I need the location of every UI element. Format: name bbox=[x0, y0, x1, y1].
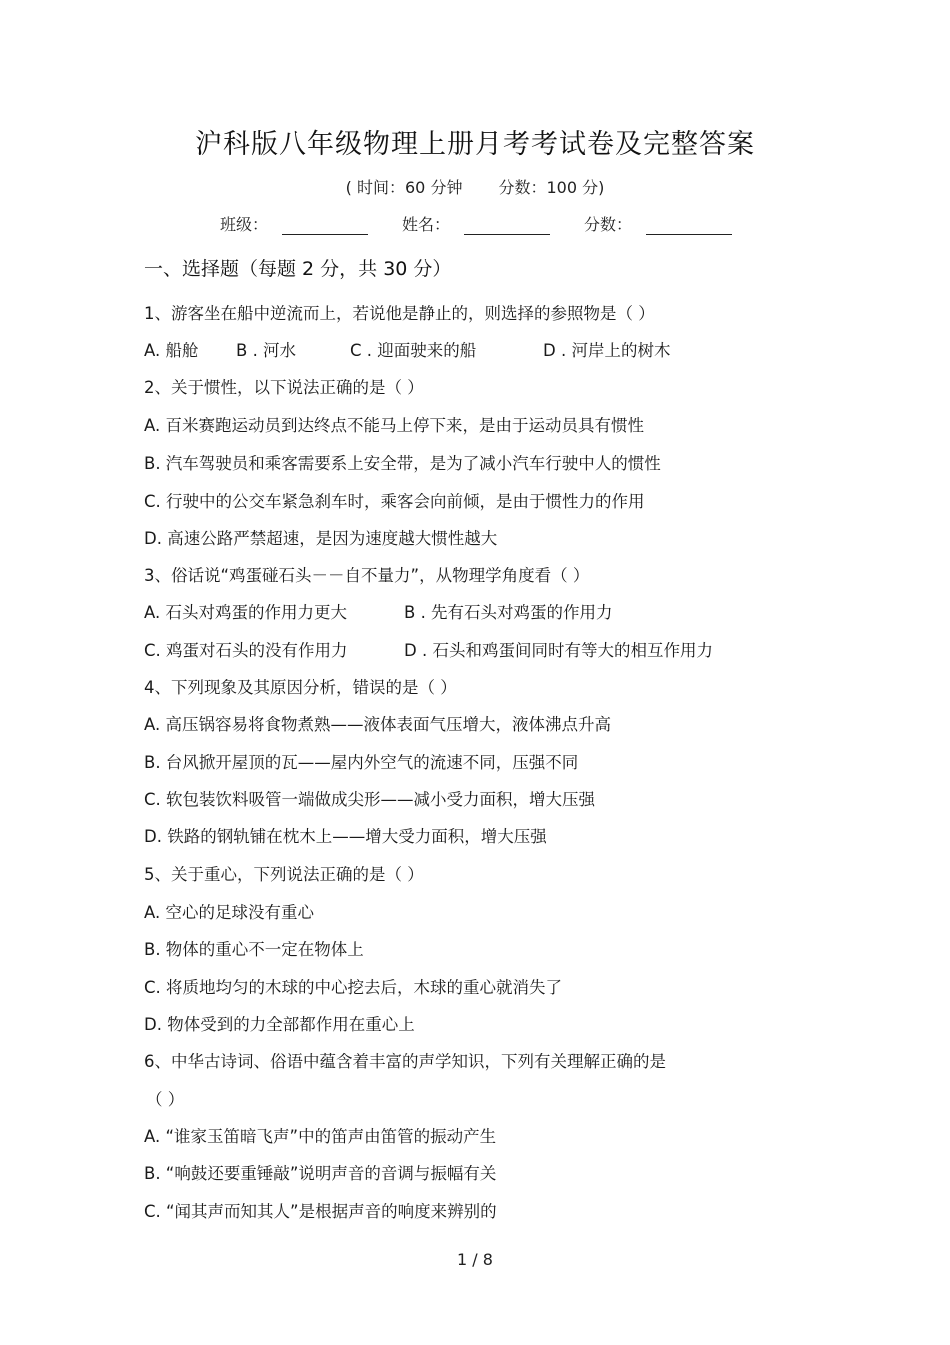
question-6-option-a: A. “谁家玉笛暗飞声”中的笛声由笛管的振动产生 bbox=[144, 1127, 497, 1146]
question-1-option-b: B . 河水 bbox=[236, 341, 297, 360]
question-2-stem: 2、关于惯性，以下说法正确的是（ ） bbox=[144, 378, 424, 397]
question-6-stem: 6、中华古诗词、俗语中蕴含着丰富的声学知识，下列有关理解正确的是 bbox=[144, 1052, 666, 1071]
question-5-option-a: A. 空心的足球没有重心 bbox=[144, 903, 314, 922]
question-4-stem: 4、下列现象及其原因分析，错误的是（ ） bbox=[144, 678, 457, 697]
page-number: 1 / 8 bbox=[457, 1250, 493, 1269]
question-6-option-c: C. “闻其声而知其人”是根据声音的响度来辨别的 bbox=[144, 1202, 497, 1221]
class-field bbox=[220, 212, 368, 235]
class-field-blank bbox=[282, 216, 368, 235]
score-field-label: 分数： bbox=[584, 215, 633, 234]
question-2-option-a: A. 百米赛跑运动员到达终点不能马上停下来，是由于运动员具有惯性 bbox=[144, 416, 644, 435]
question-3-option-b: B . 先有石头对鸡蛋的作用力 bbox=[404, 603, 613, 622]
name-field-label: 姓名： bbox=[402, 215, 451, 234]
document-title: 沪科版八年级物理上册月考考试卷及完整答案 bbox=[195, 129, 755, 160]
question-1-option-c: C . 迎面驶来的船 bbox=[350, 341, 477, 360]
question-1-stem: 1、游客坐在船中逆流而上，若说他是静止的，则选择的参照物是（ ） bbox=[144, 304, 655, 323]
question-5-option-c: C. 将质地均匀的木球的中心挖去后，木球的重心就消失了 bbox=[144, 978, 563, 997]
question-3-option-d: D . 石头和鸡蛋间同时有等大的相互作用力 bbox=[404, 641, 713, 660]
score-field bbox=[584, 212, 732, 235]
name-field bbox=[402, 212, 550, 235]
question-1-option-a: A. 船舱 bbox=[144, 341, 199, 360]
question-1-option-d: D . 河岸上的树木 bbox=[543, 341, 671, 360]
question-3-option-c: C. 鸡蛋对石头的没有作用力 bbox=[144, 641, 348, 660]
question-5-option-d: D. 物体受到的力全部都作用在重心上 bbox=[144, 1015, 415, 1034]
question-2-option-b: B. 汽车驾驶员和乘客需要系上安全带，是为了减小汽车行驶中人的惯性 bbox=[144, 454, 661, 473]
question-4-option-c: C. 软包装饮料吸管一端做成尖形——减小受力面积，增大压强 bbox=[144, 790, 596, 809]
score-total-label: 分数：100 分) bbox=[498, 178, 605, 197]
question-2-option-d: D. 高速公路严禁超速，是因为速度越大惯性越大 bbox=[144, 529, 498, 548]
class-field-label: 班级： bbox=[220, 215, 269, 234]
score-field-blank bbox=[646, 216, 732, 235]
question-6-option-b: B. “响鼓还要重锤敲”说明声音的音调与振幅有关 bbox=[144, 1164, 497, 1183]
question-3-stem: 3、俗话说“鸡蛋碰石头－－自不量力”，从物理学角度看（ ） bbox=[144, 566, 590, 585]
question-4-option-a: A. 高压锅容易将食物煮熟——液体表面气压增大，液体沸点升高 bbox=[144, 715, 611, 734]
exam-info bbox=[0, 175, 950, 198]
section-heading: 一、选择题（每题 2 分，共 30 分） bbox=[144, 258, 452, 280]
question-4-option-b: B. 台风掀开屋顶的瓦——屋内外空气的流速不同，压强不同 bbox=[144, 753, 579, 772]
question-6-stem-bracket: （ ） bbox=[146, 1090, 185, 1109]
name-field-blank bbox=[464, 216, 550, 235]
question-4-option-d: D. 铁路的钢轨铺在枕木上——增大受力面积，增大压强 bbox=[144, 827, 547, 846]
question-5-stem: 5、关于重心，下列说法正确的是（ ） bbox=[144, 865, 424, 884]
question-2-option-c: C. 行驶中的公交车紧急刹车时，乘客会向前倾，是由于惯性力的作用 bbox=[144, 492, 645, 511]
question-5-option-b: B. 物体的重心不一定在物体上 bbox=[144, 940, 364, 959]
question-3-option-a: A. 石头对鸡蛋的作用力更大 bbox=[144, 603, 347, 622]
time-label: ( 时间：60 分钟 bbox=[345, 178, 463, 197]
